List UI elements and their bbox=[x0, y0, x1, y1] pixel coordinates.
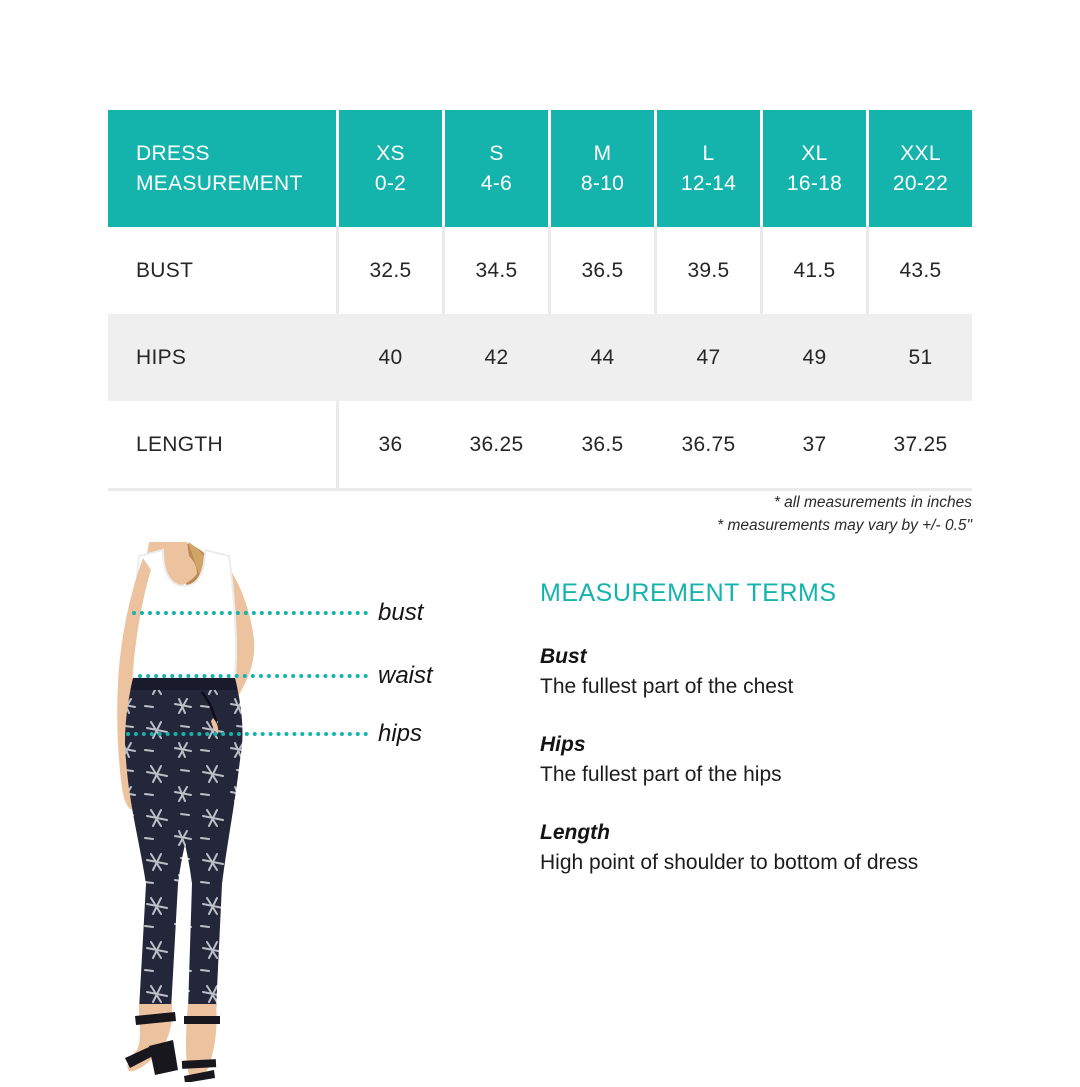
header-cell-xxl bbox=[869, 110, 972, 227]
row-label: LENGTH bbox=[108, 401, 336, 488]
term-item-bust bbox=[540, 642, 980, 701]
header-label-line1: DRESS bbox=[136, 141, 210, 165]
header-label-line2: MEASUREMENT bbox=[136, 171, 303, 195]
header-cell-dress-measurement bbox=[108, 110, 336, 227]
size-name: S bbox=[489, 141, 504, 165]
measurement-value: 32.5 bbox=[339, 227, 442, 314]
term-name: Length bbox=[540, 821, 610, 844]
measurement-value: 36.5 bbox=[581, 432, 624, 456]
measurement-value: 36.5 bbox=[551, 227, 654, 314]
measurement-value: 41.5 bbox=[763, 227, 866, 314]
measurement-value: 36.75 bbox=[681, 432, 736, 456]
measurement-value: 39.5 bbox=[657, 227, 760, 314]
header-cell-l bbox=[657, 110, 760, 227]
size-range: 8-10 bbox=[580, 171, 625, 195]
term-name: Hips bbox=[540, 733, 586, 756]
table-row-length bbox=[108, 401, 972, 488]
size-table bbox=[108, 110, 972, 491]
term-name: Bust bbox=[540, 645, 587, 668]
header-cell-s bbox=[445, 110, 548, 227]
measurement-value: 36.25 bbox=[469, 432, 524, 456]
measurement-value: 51 bbox=[908, 345, 933, 369]
measurement-value: 34.5 bbox=[445, 227, 548, 314]
size-range: 12-14 bbox=[680, 171, 737, 195]
measurement-value: 49 bbox=[802, 345, 827, 369]
bust-line-label: bust bbox=[378, 599, 424, 626]
size-name: L bbox=[702, 141, 715, 165]
waistband bbox=[121, 678, 251, 690]
size-range: 4-6 bbox=[480, 171, 513, 195]
bust-measurement-line bbox=[132, 611, 368, 615]
measurement-value: 43.5 bbox=[869, 227, 972, 314]
header-cell-xl bbox=[763, 110, 866, 227]
measurement-value: 37 bbox=[802, 432, 827, 456]
measurement-value: 44 bbox=[590, 345, 615, 369]
term-definition: The fullest part of the chest bbox=[540, 675, 794, 698]
size-range: 20-22 bbox=[892, 171, 949, 195]
table-row-bust bbox=[108, 227, 972, 314]
row-label: BUST bbox=[108, 227, 336, 314]
terms-heading: MEASUREMENT TERMS bbox=[540, 579, 837, 607]
size-range: 16-18 bbox=[786, 171, 843, 195]
table-row-hips bbox=[108, 314, 972, 401]
size-name: XL bbox=[801, 141, 828, 165]
table-header-row bbox=[108, 110, 972, 227]
measurement-value: 42 bbox=[484, 345, 509, 369]
pants bbox=[125, 678, 243, 1010]
size-name: XS bbox=[376, 141, 405, 165]
size-name: XXL bbox=[900, 141, 941, 165]
footnote-inches: * all measurements in inches bbox=[773, 494, 972, 511]
waist-measurement-line bbox=[138, 674, 368, 678]
measurement-value: 47 bbox=[696, 345, 721, 369]
measurement-value: 37.25 bbox=[893, 432, 948, 456]
header-cell-m bbox=[551, 110, 654, 227]
size-range: 0-2 bbox=[374, 171, 407, 195]
footnote-variance: * measurements may vary by +/- 0.5" bbox=[717, 517, 972, 534]
row-label: HIPS bbox=[136, 345, 187, 369]
model-illustration bbox=[85, 542, 350, 1082]
size-name: M bbox=[593, 141, 612, 165]
term-item-hips bbox=[540, 730, 980, 789]
measurement-value: 36 bbox=[378, 432, 403, 456]
measurement-value: 40 bbox=[378, 345, 403, 369]
term-definition: The fullest part of the hips bbox=[540, 763, 782, 786]
term-definition: High point of shoulder to bottom of dress bbox=[540, 851, 919, 874]
table-footnotes bbox=[108, 491, 972, 537]
hips-line-label: hips bbox=[378, 720, 423, 747]
model-photo bbox=[85, 542, 350, 1082]
hips-measurement-line bbox=[126, 732, 368, 736]
measurement-terms-section bbox=[540, 578, 980, 877]
term-item-length bbox=[540, 818, 980, 877]
waist-line-label: waist bbox=[378, 662, 433, 689]
header-cell-xs bbox=[339, 110, 442, 227]
